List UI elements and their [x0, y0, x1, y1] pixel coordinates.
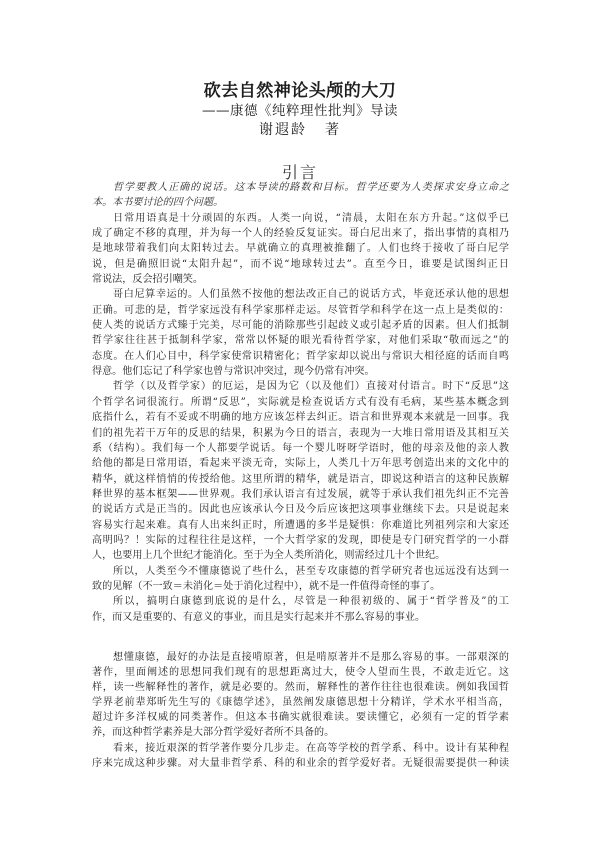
text-line: 超过许多洋权威的同类著作。但这本书确实就很难读。要读懂它，必须有一定的哲学素 — [92, 712, 509, 724]
text-line: 学界老前辈郑昕先生写的《康德学述》，虽然阐发康德思想十分精详，学术水平相当高， — [92, 697, 509, 709]
text-line: 哲学家往往甚于抵制科学家，常常以怀疑的眼光看待哲学家，对他们采取“敬而远之”的 — [92, 335, 509, 347]
text-line: 得意。他们忘记了科学家也曾与常识冲突过，现今仍常有冲突。 — [92, 366, 375, 378]
paragraph — [92, 379, 509, 563]
body-text-block-2 — [92, 650, 509, 771]
text-line: 的说话方式是正当的。因此也应该承认今日及今后应该把这项事业继续下去。只是说起来 — [92, 504, 509, 516]
text-line: 系（结构）。我们每一个人都要学说话。每一个婴儿呀呀学语时，他的母亲及他的亲人教 — [92, 442, 509, 454]
text-line: 样，读一些解释性的著作，就是必要的。然而，解释性的著作往往也很难读。例如我国哲 — [92, 682, 509, 694]
text-line: 日常用语真是十分顽固的东西。人类一向说，“清晨，太阳在东方升起。”这似乎已 — [113, 212, 509, 224]
text-line: 著作，里面阐述的思想同我们现有的思想距离过大，使令人望而生畏，不敢走近它。这 — [92, 667, 509, 679]
paragraph — [92, 650, 509, 741]
text-line: 致的见解（不一致＝未消化＝处于消化过程中），就不是一件值得奇怪的事了。 — [92, 580, 441, 592]
text-line: 养，而这种哲学素养是大部分哲学爱好者所不具备的。 — [92, 727, 335, 739]
text-line: 高明吗？！实际的过程往往是这样，一个大哲学家的发现，即使是专门研究哲学的一小群 — [92, 534, 509, 546]
text-line: 个哲学名词很流行。所谓“反思”，实际就是检查说话方式有没有毛病，某些基本概念到 — [92, 396, 509, 408]
author-name: 谢遐龄 — [259, 122, 307, 138]
author-line — [0, 119, 600, 139]
paragraph — [92, 211, 509, 288]
text-line: 看来，接近艰深的哲学著作要分几步走。在高等学校的哲学系、科中。设计有某种程 — [113, 742, 509, 754]
section-heading: 引言 — [281, 163, 318, 182]
text-line: 成了确定不移的真理，并为每一个人的经验反复证实。哥白尼出来了，指出事情的真相乃 — [92, 228, 509, 240]
text-line: 说，但是确照旧说“太阳升起”，而不说“地球转过去”。直至今日，谁要是试图纠正日 — [92, 258, 509, 270]
text-line: 态度。在人们心目中，科学家使常识精密化；哲学家却以说出与常识大相径庭的话而自鸣 — [92, 350, 509, 362]
text-line: 本。本书要讨论的四个问题。 — [92, 197, 224, 209]
body-text-block-1 — [92, 180, 509, 625]
text-line: 底指什么，若有不妥或不明确的地方应该怎样去纠正。语言和世界观本来就是一回事。我 — [92, 412, 509, 424]
book-subtitle: ——康德《纯粹理性批判》导读 — [202, 103, 398, 119]
paragraph — [92, 287, 509, 379]
text-line: 哲学要教人正确的说话。这本导读的路数和目标。哲学还要为人类探求安身立命之 — [113, 182, 509, 193]
text-line: 释世界的基本框架——世界观。我们承认语言有过发展，就等于承认我们祖先纠正不完善 — [92, 488, 509, 500]
text-line: 常说法，反会招引嘲笑。 — [92, 274, 204, 286]
text-line: 哥白尼算幸运的。人们虽然不按他的想法改正自己的说话方式，毕竟还承认他的思想 — [113, 289, 509, 301]
author-role: 著 — [325, 122, 341, 138]
paragraph — [92, 594, 509, 625]
text-line: 所以，搞明白康德到底说的是什么，尽管是一种很初级的、属于“哲学普及”的工 — [113, 596, 509, 608]
text-line: 们的祖先若干万年的反思的结果，积累为今日的语言，表现为一大堆日常用语及其相互关 — [92, 427, 509, 439]
paragraph — [92, 564, 509, 595]
text-line: 想懂康德，最好的办法是直接啃原著，但是啃原著并不是那么容易的事。一部艰深的 — [113, 652, 509, 663]
book-title: 砍去自然神论头颅的大刀 — [203, 81, 397, 101]
text-line: 人，也要用上几个世纪才能消化。至于为全人类所消化，则需经过几十个世纪。 — [92, 550, 446, 562]
text-line: 正确。可悲的是，哲学家远没有科学家那样走运。尽管哲学和科学在这一点上是类似的： — [92, 304, 509, 316]
text-line: 给他的都是日常用语，看起来平淡无奇，实际上，人类几十万年思考创造出来的文化中的 — [92, 458, 509, 470]
text-line: 哲学（以及哲学家）的厄运，是因为它（以及他们）直接对付语言。时下“反思”这 — [113, 381, 509, 393]
text-line: 容易实行起来难。真有人出来纠正时，所遭遇的多半是疑惧：你难道比列祖列宗和大家还 — [92, 519, 509, 531]
text-line: 是地球带着我们向太阳转过去。早就确立的真理被推翻了。人们也终于接收了哥白尼学 — [92, 243, 509, 255]
text-line: 所以，人类至今不懂康德说了些什么，甚至专攻康德的哲学研究者也远远没有达到一 — [113, 565, 509, 577]
paragraph — [92, 180, 509, 211]
text-line: 使人类的说话方式臻于完美，尽可能的消除那些引起歧义或引起矛盾的因素。但人们抵制 — [92, 320, 509, 332]
text-line: 精华，就这样悄悄的传授给他。这里所谓的精华，就是语言，即说这种语言的这种民族解 — [92, 473, 509, 485]
paragraph — [92, 741, 509, 771]
text-line: 作，而又是重要的、有意义的事业，而且是实行起来并不那么容易的事业。 — [92, 611, 426, 623]
text-line: 序来完成这种步骤。对大量非哲学系、科的和业余的哲学爱好者。无疑很需要提供一种读 — [92, 757, 509, 769]
